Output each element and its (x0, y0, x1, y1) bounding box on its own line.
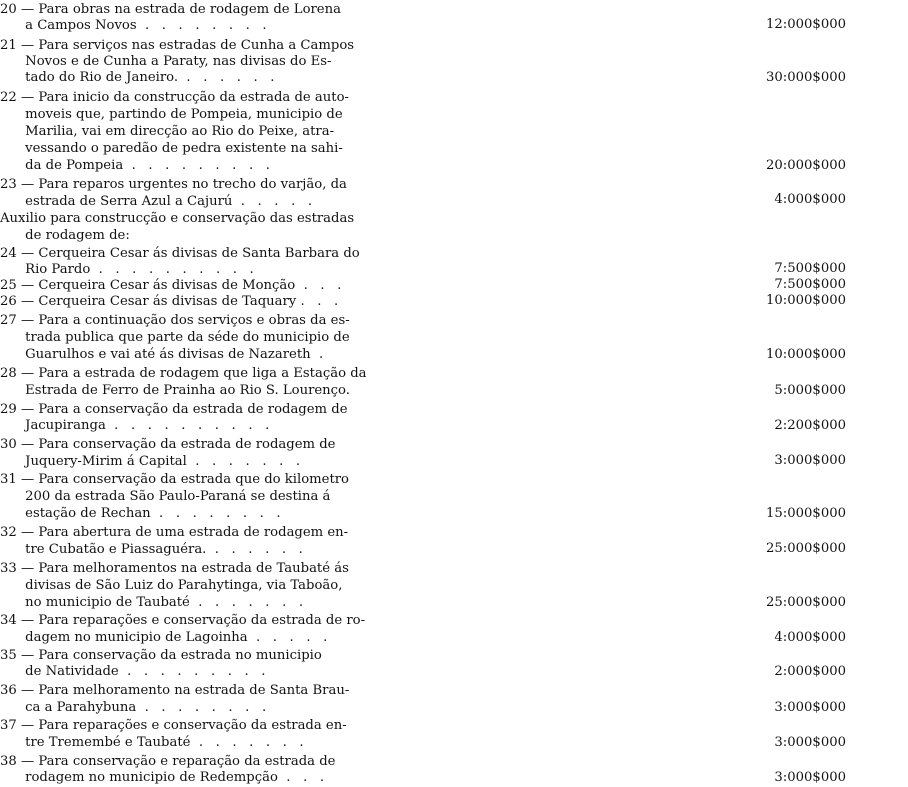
entry-line: 20 — Para obras na estrada de rodagem de Lorena (0, 2, 341, 17)
heading-line: de rodagem de: (0, 228, 130, 243)
entry-line: 22 — Para inicio da construcção da estrada de auto- (0, 90, 349, 105)
entry-line: de Natividade . . . . . . . . . (0, 664, 266, 679)
entry-amount: 10:000$000 (766, 347, 846, 362)
entry-amount: 2:200$000 (774, 418, 846, 433)
entry-amount: 15:000$000 (766, 506, 846, 521)
entry-line: Marilia, vai em direcção ao Rio do Peixe, atra- (0, 124, 335, 139)
entry-line: 26 — Cerqueira Cesar ás divisas de Taquary . . . (0, 294, 339, 309)
entry-line: dagem no municipio de Lagoinha . . . . . (0, 630, 328, 645)
entry-line: 31 — Para conservação da estrada que do kilometro (0, 472, 349, 487)
entry-amount: 10:000$000 (766, 293, 846, 308)
entry-line: 35 — Para conservação da estrada no municipio (0, 648, 322, 663)
entry-amount: 3:000$000 (774, 700, 846, 715)
entry-line: 37 — Para reparações e conservação da estrada en- (0, 718, 347, 733)
entry-line: 34 — Para reparações e conservação da estrada de ro- (0, 613, 366, 628)
entry-line: divisas de São Luiz do Parahytinga, via Taboão, (0, 578, 343, 593)
entry-line: Jacupiranga . . . . . . . . . . (0, 418, 270, 433)
entry-amount: 12:000$000 (766, 17, 846, 32)
entry-line: 28 — Para a estrada de rodagem que liga a Estação da (0, 366, 367, 381)
entry-line: 36 — Para melhoramento na estrada de Santa Brau- (0, 683, 350, 698)
entry-amount: 4:000$000 (774, 192, 846, 207)
entry-amount: 3:000$000 (774, 735, 846, 750)
entry-line: da de Pompeia . . . . . . . . . (0, 158, 270, 173)
entry-line: estrada de Serra Azul a Cajurú . . . . . (0, 194, 313, 209)
entry-line: tre Cubatão e Piassaguéra. . . . . . . (0, 542, 303, 557)
entry-line: 29 — Para a conservação da estrada de rodagem de (0, 402, 348, 417)
entry-line: tre Tremembé e Taubaté . . . . . . . (0, 735, 304, 750)
entry-line: 32 — Para abertura de uma estrada de rodagem en- (0, 525, 349, 540)
entry-line: 24 — Cerqueira Cesar ás divisas de Santa Barbara do (0, 246, 360, 261)
entry-line: 27 — Para a continuação dos serviços e obras da es- (0, 313, 350, 328)
entry-amount: 2:000$000 (774, 664, 846, 679)
entry-line: vessando o paredão de pedra existente na sahi- (0, 141, 343, 156)
entry-line: 33 — Para melhoramentos na estrada de Taubaté ás (0, 561, 349, 576)
entry-amount: 7:500$000 (774, 261, 846, 276)
entry-line: estação de Rechan . . . . . . . . (0, 506, 281, 521)
entry-amount: 5:000$000 (774, 383, 846, 398)
entry-amount: 25:000$000 (766, 541, 846, 556)
entry-line: trada publica que parte da séde do municipio de (0, 330, 350, 345)
entry-line: 200 da estrada São Paulo-Paraná se destina á (0, 489, 331, 504)
entry-line: Novos e de Cunha a Paraty, nas divisas do Es- (0, 54, 332, 69)
entry-amount: 20:000$000 (766, 158, 846, 173)
entry-line: no municipio de Taubaté . . . . . . . (0, 595, 304, 610)
entry-line: rodagem no municipio de Redempção . . . (0, 770, 325, 785)
entry-line: Guarulhos e vai até ás divisas de Nazareth . (0, 347, 324, 362)
entry-amount: 30:000$000 (766, 70, 846, 85)
entry-line: tado do Rio de Janeiro. . . . . . . (0, 70, 275, 85)
entry-line: 21 — Para serviços nas estradas de Cunha a Campos (0, 38, 355, 53)
entry-amount: 3:000$000 (774, 770, 846, 785)
entry-line: 30 — Para conservação da estrada de rodagem de (0, 437, 336, 452)
entry-amount: 4:000$000 (774, 630, 846, 645)
entry-line: ca a Parahybuna . . . . . . . . (0, 700, 267, 715)
entry-line: 25 — Cerqueira Cesar ás divisas de Monção . . . (0, 278, 342, 293)
entry-amount: 3:000$000 (774, 453, 846, 468)
entry-line: moveis que, partindo de Pompeia, municipio de (0, 107, 343, 122)
heading-line: Auxilio para construcção e conservação das estradas (0, 211, 355, 226)
entry-line: 23 — Para reparos urgentes no trecho do varjão, da (0, 177, 347, 192)
entry-amount: 25:000$000 (766, 595, 846, 610)
entry-line: a Campos Novos . . . . . . . . (0, 18, 267, 33)
entry-line: Estrada de Ferro de Prainha ao Rio S. Lourenço. (0, 383, 350, 398)
entry-line: Rio Pardo . . . . . . . . . . (0, 262, 254, 277)
entry-line: Juquery-Mirim á Capital . . . . . . . (0, 454, 301, 469)
entry-amount: 7:500$000 (774, 277, 846, 292)
entry-line: 38 — Para conservação e reparação da estrada de (0, 754, 336, 769)
